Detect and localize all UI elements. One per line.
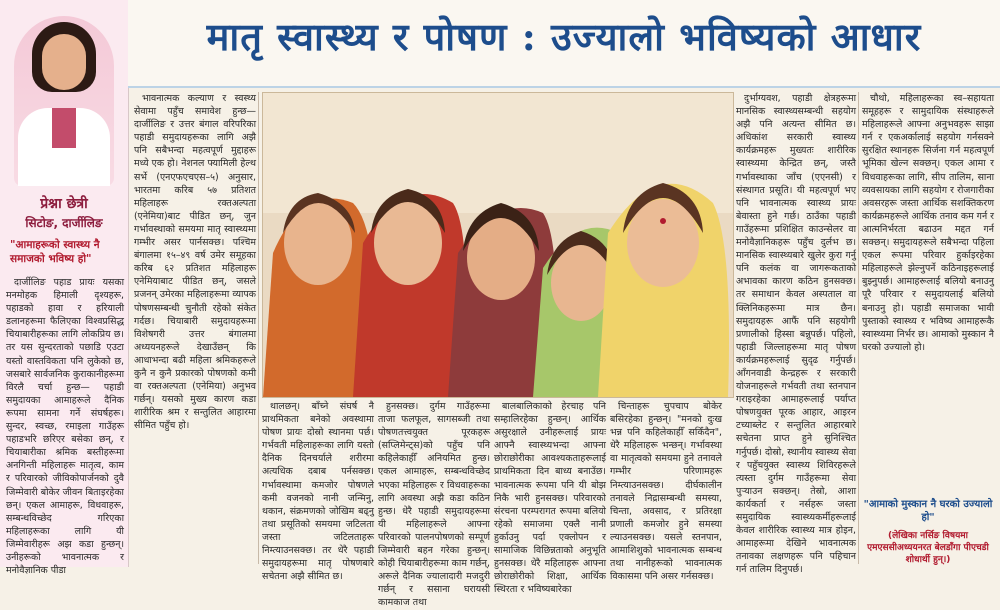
- column-7: [736, 92, 856, 576]
- column-1: [6, 276, 124, 577]
- pull-quote-right: "आमाको मुस्कान नै घरको उज्यालो हो": [863, 499, 993, 523]
- author-name: प्रेश्ना छेत्री: [40, 196, 88, 212]
- column-3-text: थालछन्। बाँच्ने संघर्ष नै प्राथमिकता बनेको अवस्थामा पोषण प्रायः दोस्रो स्थानमा पर्छ। गर्भवती महिलाहरूका लागि यस्तो दैनिक दिनचर्याले शरीरमा अत्यधिक दबाब पर्नसक्छ। गर्भावस्थामा कमजोर पोषणले कमी वजनको नानी जन्मिनु, थकान, संक्रमणको जोखिम बढ्नु तथा प्रसूतिको समयमा जटिलता जस्ता जटिलताहरू निम्त्याउनसक्छ। तर धेरै पहाडी समुदायहरूमा मातृ पोषणबारे सचेतना अझै सीमित छ।: [262, 401, 374, 583]
- column-6-text: चिन्ताहरू चुपचाप बोकेर बसिरहेका हुन्छन्। "मनको दुःख भन्न पनि कहिलेकाहीँ सकिँदैन", धेरै महिलाहरू भन्छन्। गर्भावस्था वा मातृत्वको समयमा हुने तनावले गम्भीर परिणामहरू निम्त्याउनसक्छ। दीर्घकालीन तनावले निद्रासम्बन्धी समस्या, चिन्ता, अवसाद, र प्रतिरक्षा प्रणाली कमजोर हुने समस्या ल्याउनसक्छ। यसले स्तनपान, आमाशिशुको भावनात्मक सम्बन्ध तथा नानीहरूको भावनात्मक विकासमा पनि असर गर्नसक्छ।: [610, 401, 722, 583]
- column-5: [494, 400, 606, 596]
- author-photo: [14, 16, 114, 186]
- illustration-svg: [263, 93, 733, 397]
- author-face: [42, 34, 86, 90]
- column-8-text: चौथो, महिलाहरूका स्व–सहायता समूहहरू र सामुदायिक संस्थाहरूले महिलाहरूले आफ्ना अनुभवहरू साझा गर्न र एकअर्कालाई सहयोग गर्नसक्ने सुरक्षित स्थानहरू सिर्जना गर्न महत्वपूर्ण भूमिका खेल्न सक्छन्। एकल आमा र विधवाहरूका लागि, सीप तालिम, साना व्यवसायका लागि सहयोग र रोजगारीका अवसरहरू जस्ता आर्थिक सशक्तिकरण कार्यक्रमहरूले आर्थिक तनाव कम गर्न र आत्मनिर्भरता बढाउन मद्दत गर्न सक्छन्। समुदायहरूले सबैभन्दा पहिला एकल रूपमा परिवार हुर्काइरहेका महिलाहरूले झेल्नुपर्ने कठिनाइहरूलाई बुझ्नुपर्छ। आमाहरूलाई बलियो बनाउनु पूरै परिवार र समुदायलाई बलियो बनाउनु हो। पहाडी समाजका भावी पुस्ताको स्वास्थ्य र भविष्य आमाहरूकै स्वास्थ्यमा निर्भर छ। आमाको मुस्कान नै घरको उज्यालो हो।: [862, 93, 994, 353]
- column-divider: [258, 92, 259, 564]
- column-6: [610, 400, 722, 583]
- column-5-text: बालबालिकाको हेरचाह पनि सम्हालिरहेका हुन्छन्। आर्थिक असुरक्षाले उनीहरूलाई प्रायः आफ्नै स्वास्थ्यभन्दा आफ्ना छोराछोरीका आवश्यकताहरूलाई प्राथमिकता दिन बाध्य बनाउँछ। भावनात्मक रूपमा पनि यी बोझ निकै भारी हुनसक्छ। परिवारको संरचना परम्परागत रूपमा बलियो रहेको समाजमा एक्लै नानी हुर्काउनु पर्दा एक्लोपन र सामाजिक विछिन्नताको अनुभूति हुनसक्छ। धेरै महिलाहरू आफ्ना छोराछोरीको शिक्षा, आर्थिक स्थिरता र भविष्यबारेका: [494, 401, 606, 596]
- author-credit: (लेखिका नर्सिङ विषयमा एमएससीअध्ययनरत बेलडाँगा पीएचडी शोधार्थी हुन्।): [867, 531, 989, 565]
- illustration-mothers: [262, 92, 734, 398]
- column-2: [134, 92, 256, 432]
- pull-quote-left: "आमाहरूको स्वास्थ्य नै समाजको भविष्य हो": [10, 239, 100, 265]
- column-1-text: दार्जीलिङ पहाड प्रायः यसका मनमोहक हिमाली दृश्यहरू, पहाडको हावा र हरियाली डलानहरूमा फैलिएका विश्वप्रसिद्ध चियाबारीहरूका लागि लोकप्रिय छ। तर यस सुन्दरताको पछाडि एउटा यस्तो वास्तविकता पनि लुकेको छ, जसबारे सार्वजनिक कुराकानीहरूमा विरलै चर्चा हुन्छ— पहाडी समुदायका आमाहरूले दैनिक रूपमा सामना गर्ने संघर्षहरू। सुन्दर, स्वच्छ, रमाइला गाउँहरू पहाडभरि छरिएर बसेका छन्, र चियाबारीका श्रमिक बस्तीहरूमा अनगिन्ती महिलाहरू मातृत्व, काम र परिवारको जीविकोपार्जनको दुवै जिम्मेवारी बोकेर जीवन बिताइरहेका छन्। एकल आमाहरू, विधवाहरू, सम्बन्धविच्छेद गरिएका महिलाहरूका लागि यी जिम्मेवारीहरू अझ कडा हुन्छन्। उनीहरूको भावनात्मक र मनोवैज्ञानिक पीडा: [6, 277, 124, 577]
- column-8: [862, 92, 994, 494]
- author-shirt: [52, 108, 76, 148]
- column-4: [378, 400, 490, 609]
- column-divider: [858, 92, 859, 564]
- column-3: [262, 400, 374, 583]
- column-7-text: दुर्भाग्यवश, पहाडी क्षेत्रहरूमा मानसिक स्वास्थ्यसम्बन्धी सहयोग अझै पनि अत्यन्त सीमित छ। अधिकांश सरकारी स्वास्थ्य कार्यक्रमहरू मुख्यतः शारीरिक स्वास्थ्यमा केन्द्रित छन्, जस्तै गर्भावस्थाका जाँच (एएनसी) र संस्थागत प्रसूति। यी महत्वपूर्ण भए पनि भावनात्मक स्वास्थ्य प्रायः बेवास्ता हुने गर्छ। ठाउँका पहाडी गाउँहरूमा प्रशिक्षित काउन्सेलर वा मनोवैज्ञानिकहरू पहुँच दुर्लभ छ। मानसिक स्वास्थ्यबारे खुलेर कुरा गर्नु पनि कलंक वा जागरूकताको अभावका कारण कठिन हुनसक्छ। तर समाधान केवल अस्पताल वा क्लिनिकहरूमा मात्र छैन। समुदायहरू आफैं पनि सहयोगी प्रणालीको हिस्सा बन्नुपर्छ। पहिलो, पहाडी जिल्लाहरूमा मातृ पोषण कार्यक्रमहरूलाई सुदृढ गर्नुपर्छ। आँगनवाडी केन्द्रहरू र सरकारी योजनाहरूले गर्भवती तथा स्तनपान गराइरहेका आमाहरूलाई पर्याप्त पोषणयुक्त पूरक आहार, आइरन टच्याब्लेट र सन्तुलित आहारबारे सचेतना प्राप्त हुने सुनिश्चित गर्नुपर्छ। दोस्रो, स्थानीय स्वास्थ्य सेवा र पहुँचयुक्त स्वास्थ्य शिविरहरूले त्यस्ता दुर्गम गाउँहरूमा सेवा पुऱ्याउन सक्छन्। तेस्रो, आशा कार्यकर्ता र नर्सहरू जस्ता समुदायिक स्वास्थ्यकर्मीहरूलाई केवल शारीरिक स्वास्थ्य मात्र होइन, आमाहरूमा देखिने भावनात्मक तनावका लक्षणहरू पनि पहिचान गर्न तालिम दिनुपर्छ।: [736, 93, 856, 576]
- article-title: मातृ स्वास्थ्य र पोषण : उज्यालो भविष्यको आधार: [206, 14, 922, 59]
- author-location: सिटोङ, दार्जीलिङ: [25, 216, 103, 230]
- column-4-text: हुनसक्छ। दुर्गम गाउँहरूमा ताजा फलफूल, सागसब्जी तथा पोषणतत्त्वयुक्त पूरकहरू (सप्लिमेन्ट्स)को पहुँच पनि कहिलेकाहीँ अनियमित हुन्छ। एकल आमाहरू, सम्बन्धविच्छेद भएका महिलाहरू र विधवाहरूका लागि अवस्था अझै कडा कठिन हुन्छ। धेरै पहाडी समुदायहरूमा यी महिलाहरूले आफ्ना परिवारको पालनपोषणको सम्पूर्ण जिम्मेवारी बहन गरेका हुन्छन्। कोही चियाबारीहरूमा काम गर्छन्, अरूले दैनिक ज्यालादारी मजदुरी गर्छन् र ससाना घरायसी कामकाज तथा: [378, 401, 490, 609]
- title-bar: [128, 0, 1000, 88]
- column-2-text: भावनात्मक कल्याण र स्वस्थ्य सेवामा पहुँच समावेश हुन्छ— दार्जीलिङ र उत्तर बंगाल वरिपरिका पहाडी समुदायहरूका लागि अझै पनि सबैभन्दा महत्वपूर्ण मुद्दाहरू मध्ये एक हो। नेशनल फ्यामिली हेल्थ सर्भे (एनएफएचएस–५) अनुसार, भारतमा करिब ५७ प्रतिशत महिलाहरू रक्तअल्पता (एनेमिया)बाट पीडित छन्, जुन गर्भावस्थाको समयमा मातृ स्वास्थ्यमा गम्भीर असर पार्नसक्छ। पश्चिम बंगालमा १५–४९ वर्ष उमेर समूहका करिब ६२ प्रतिशत महिलाहरू एनेमियाबाट पीडित छन्, जसले प्रजनन् उमेरका महिलाहरूमा व्यापक पोषणसम्बन्धी चुनौती रहेको संकेत गर्दछ। चियाबारी समुदायहरूमा विशेषगरी उत्तर बंगालमा अध्ययनहरूले देखाउँछन् कि आधाभन्दा बढी महिला श्रमिकहरूले कुनै न कुनै प्रकारको पोषणको कमी वा रक्तअल्पता (एनेमिया) अनुभव गर्छन्। यसको मुख्य कारण कडा शारीरिक श्रम र सन्तुलित आहारमा सीमित पहुँच हो।: [134, 93, 256, 432]
